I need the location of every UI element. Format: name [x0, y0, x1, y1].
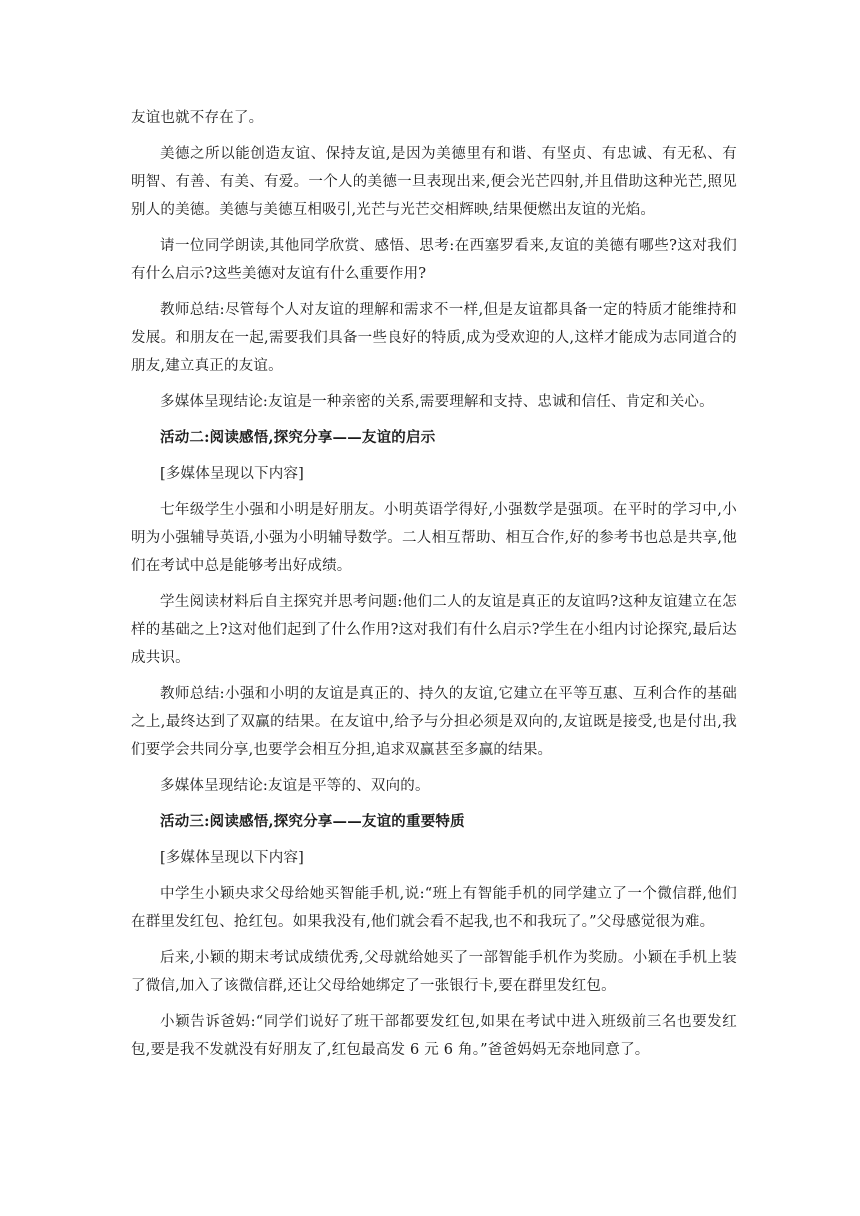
document-page [131, 104, 737, 1072]
paragraph: 教师总结:小强和小明的友谊是真正的、持久的友谊,它建立在平等互惠、互利合作的基础之上,最终达到了双赢的结果。在友谊中,给予与分担必须是双向的,友谊既是接受,也是付出,我们要学会共同分享,也要学会相互分担,追求双赢甚至多赢的结果。 [131, 686, 737, 758]
paragraph: 小颖告诉爸妈:“同学们说好了班干部都要发红包,如果在考试中进入班级前三名也要发红包,要是我不发就没有好朋友了,红包最高发 6 元 6 角。”爸爸妈妈无奈地同意了。 [131, 1014, 737, 1058]
paragraph: 后来,小颖的期末考试成绩优秀,父母就给她买了一部智能手机作为奖励。小颖在手机上装了微信,加入了该微信群,还让父母给她绑定了一张银行卡,要在群里发红包。 [131, 950, 737, 994]
paragraph: 多媒体呈现结论:友谊是一种亲密的关系,需要理解和支持、忠诚和信任、肯定和关心。 [160, 394, 714, 410]
paragraph: [多媒体呈现以下内容] [160, 850, 305, 866]
paragraph: 多媒体呈现结论:友谊是平等的、双向的。 [160, 778, 430, 794]
section-heading: 活动二:阅读感悟,探究分享——友谊的启示 [160, 429, 436, 446]
paragraph: 七年级学生小强和小明是好朋友。小明英语学得好,小强数学是强项。在平时的学习中,小明为小强辅导英语,小强为小明辅导数学。二人相互帮助、相互合作,好的参考书也总是共享,他们在考试中总是能够考出好成绩。 [131, 502, 737, 574]
paragraph: 友谊也就不存在了。 [131, 110, 264, 126]
paragraph: [多媒体呈现以下内容] [160, 466, 305, 482]
section-heading: 活动三:阅读感悟,探究分享——友谊的重要特质 [160, 813, 465, 830]
paragraph: 教师总结:尽管每个人对友谊的理解和需求不一样,但是友谊都具备一定的特质才能维持和发展。和朋友在一起,需要我们具备一些良好的特质,成为受欢迎的人,这样才能成为志同道合的朋友,建立真正的友谊。 [131, 302, 737, 374]
paragraph: 学生阅读材料后自主探究并思考问题:他们二人的友谊是真正的友谊吗?这种友谊建立在怎样的基础之上?这对他们起到了什么作用?这对我们有什么启示?学生在小组内讨论探究,最后达成共识。 [131, 594, 737, 666]
paragraph: 美德之所以能创造友谊、保持友谊,是因为美德里有和谐、有坚贞、有忠诚、有无私、有明智、有善、有美、有爱。一个人的美德一旦表现出来,便会光芒四射,并且借助这种光芒,照见别人的美德。美德与美德互相吸引,光芒与光芒交相辉映,结果便燃出友谊的光焰。 [131, 146, 737, 218]
paragraph: 中学生小颖央求父母给她买智能手机,说:“班上有智能手机的同学建立了一个微信群,他们在群里发红包、抢红包。如果我没有,他们就会看不起我,也不和我玩了。”父母感觉很为难。 [131, 886, 737, 930]
paragraph: 请一位同学朗读,其他同学欣赏、感悟、思考:在西塞罗看来,友谊的美德有哪些?这对我们有什么启示?这些美德对友谊有什么重要作用? [131, 238, 737, 282]
